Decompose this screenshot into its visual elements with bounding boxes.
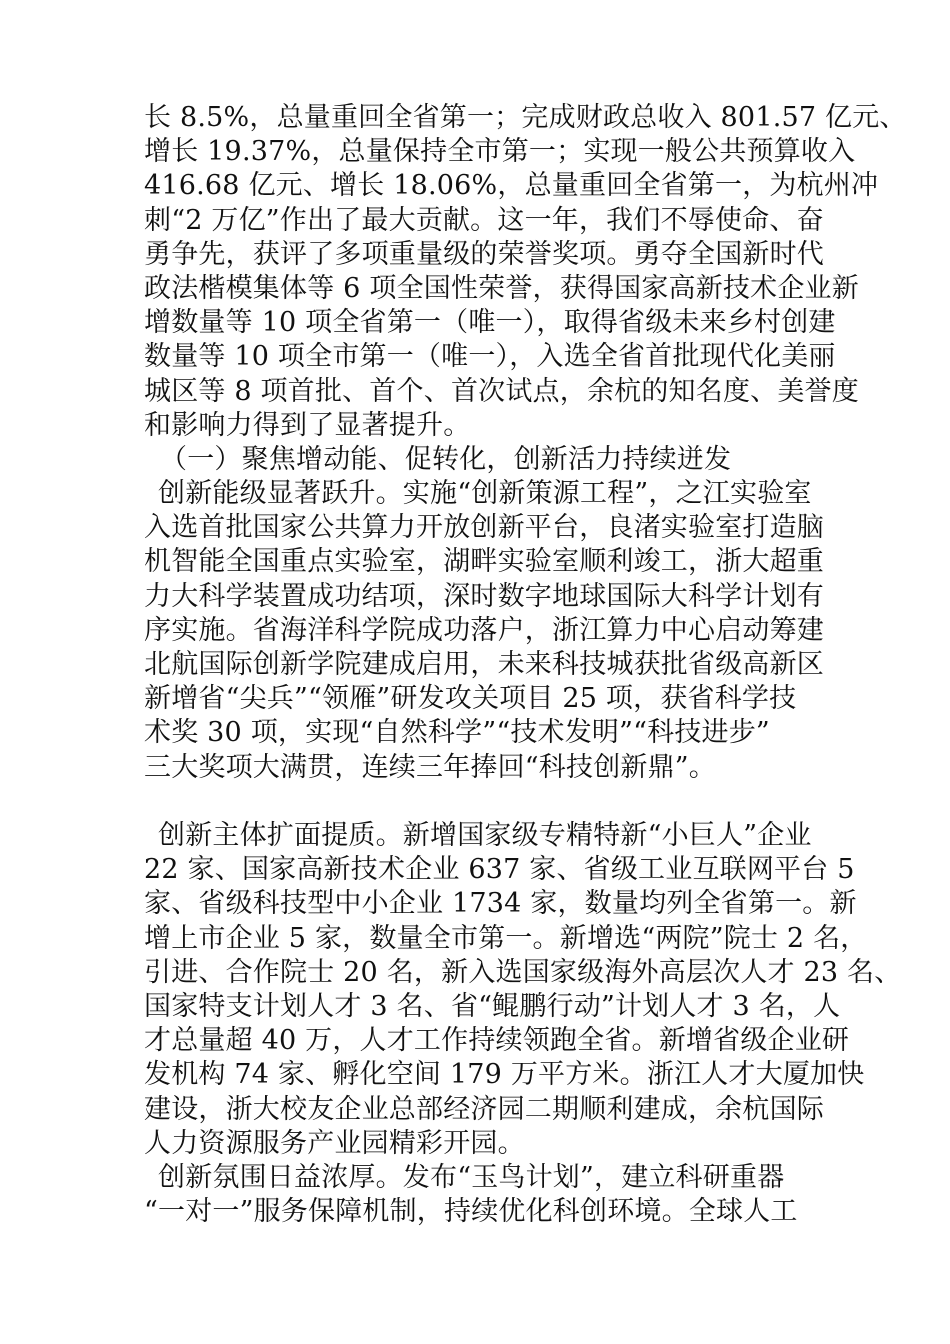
text-line: 创新氛围日益浓厚。发布“玉鸟计划”，建立科研重器 bbox=[158, 1162, 785, 1193]
text-line: 勇争先，获评了多项重量级的荣誉奖项。勇夺全国新时代 bbox=[144, 238, 824, 270]
text-line: 术奖 30 项，实现“自然科学”“技术发明”“科技进步” bbox=[144, 717, 770, 749]
text-line: 增长 19.37%，总量保持全市第一；实现一般公共预算收入 bbox=[144, 136, 856, 168]
paragraph-innovation-atmosphere bbox=[144, 1161, 834, 1229]
text-line: 机智能全国重点实验室，湖畔实验室顺利竣工，浙大超重 bbox=[144, 546, 824, 578]
text-line: 创新主体扩面提质。新增国家级专精特新“小巨人”企业 bbox=[158, 820, 812, 851]
text-line: 416.68 亿元、增长 18.06%，总量重回全省第一，为杭州冲 bbox=[144, 170, 879, 202]
paragraph-innovation-level bbox=[144, 477, 834, 785]
text-line: 城区等 8 项首批、首个、首次试点，余杭的知名度、美誉度 bbox=[144, 375, 859, 407]
text-line: 增上市企业 5 家，数量全市第一。新增选“两院”院士 2 名， bbox=[144, 922, 868, 954]
text-line: 长 8.5%，总量重回全省第一；完成财政总收入 801.57 亿元、 bbox=[144, 102, 907, 133]
text-line: 建设，浙大校友企业总部经济园二期顺利建成，余杭国际 bbox=[144, 1093, 824, 1125]
text-line: 数量等 10 项全市第一（唯一），入选全省首批现代化美丽 bbox=[144, 341, 836, 373]
intro-paragraph bbox=[144, 101, 907, 443]
text-line: 人力资源服务产业园精彩开园。 bbox=[144, 1127, 525, 1159]
text-line: 力大科学装置成功结项，深时数字地球国际大科学计划有 bbox=[144, 580, 824, 612]
text-line: 新增省“尖兵”“领雁”研发攻关项目 25 项，获省科学技 bbox=[144, 683, 797, 715]
text-line: 和影响力得到了显著提升。 bbox=[144, 409, 471, 441]
text-line: 22 家、国家高新技术企业 637 家、省级工业互联网平台 5 bbox=[144, 854, 855, 886]
text-line: 创新能级显著跃升。实施“创新策源工程”，之江实验室 bbox=[158, 478, 812, 509]
text-line: 入选首批国家公共算力开放创新平台，良渚实验室打造脑 bbox=[144, 512, 824, 544]
text-line: 引进、合作院士 20 名，新入选国家级海外高层次人才 23 名、 bbox=[144, 956, 902, 988]
text-line: 北航国际创新学院建成启用，未来科技城获批省级高新区 bbox=[144, 648, 824, 680]
text-line: “一对一”服务保障机制，持续优化科创环境。全球人工 bbox=[144, 1196, 798, 1228]
text-line: 才总量超 40 万，人才工作持续领跑全省。新增省级企业研 bbox=[144, 1025, 850, 1057]
text-line: 政法楷模集体等 6 项全国性荣誉，获得国家高新技术企业新 bbox=[144, 272, 859, 304]
text-line: 家、省级科技型中小企业 1734 家，数量均列全省第一。新 bbox=[144, 888, 857, 920]
text-line: 三大奖项大满贯，连续三年捧回“科技创新鼎”。 bbox=[144, 751, 717, 783]
section-heading-text: （一）聚焦增动能、促转化，创新活力持续迸发 bbox=[160, 444, 732, 475]
text-line: 增数量等 10 项全省第一（唯一），取得省级未来乡村创建 bbox=[144, 307, 836, 339]
text-line: 国家特支计划人才 3 名、省“鲲鹏行动”计划人才 3 名，人 bbox=[144, 990, 841, 1022]
text-line: 发机构 74 家、孵化空间 179 万平方米。浙江人才大厦加快 bbox=[144, 1059, 865, 1091]
section-heading bbox=[144, 443, 834, 477]
text-line: 刺“2 万亿”作出了最大贡献。这一年，我们不辱使命、奋 bbox=[144, 204, 824, 236]
text-line: 序实施。省海洋科学院成功落户，浙江算力中心启动筹建 bbox=[144, 614, 824, 646]
paragraph-innovation-entities bbox=[144, 819, 902, 1161]
